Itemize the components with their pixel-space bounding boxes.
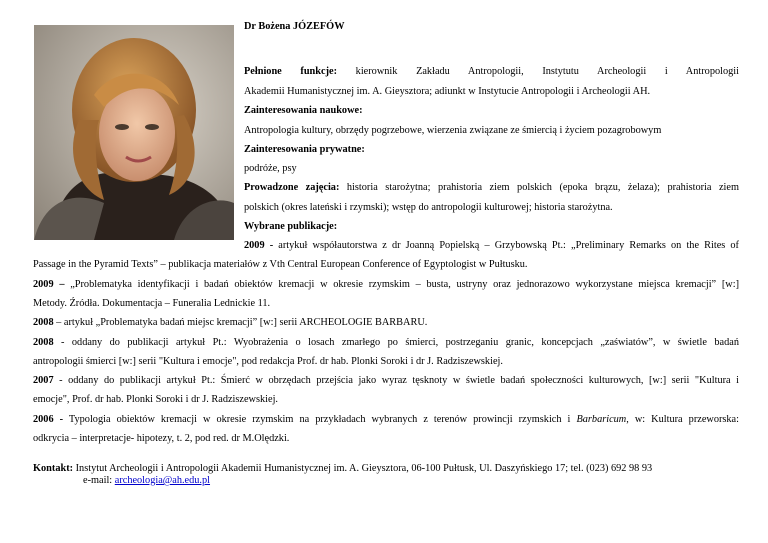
scientific-interests-label — [244, 104, 363, 118]
functions-text-1: kierownik Zakładu Antropologii, Instytutu Archeologii i Antropologii — [355, 66, 739, 77]
functions-line2: Akademii Humanistycznej im. A. Gieysztora; adiunkt w Instytucie Antropologii i Archeologii AH. — [244, 86, 651, 97]
classes-text-1: historia starożytna; prahistoria ziem polskich (epoka brązu, żelaza); prahistoria ziem — [346, 182, 739, 193]
publication-1-text-1: artykuł współautorstwa z dr Joanną Popielską – Grzybowską Pt.: „Preliminary Remarks on the Rites of — [278, 240, 739, 251]
publications-label-text: Wybrane publikacje: — [244, 221, 338, 232]
publication-3-line1 — [33, 316, 427, 330]
private-interests-label — [244, 143, 365, 157]
publication-6-italic: Barbaricum — [576, 414, 627, 425]
publication-1-line1 — [244, 239, 739, 253]
email-prefix: e-mail: — [83, 475, 113, 486]
private-interests-label-text: Zainteresowania prywatne: — [244, 144, 365, 155]
contact-text: Instytut Archeologii i Antropologii Akademii Humanistycznej im. A. Gieysztora, 06-100 Pułtusk, Ul. Daszyńskiego 17; tel. (023) 692 98 93 — [75, 463, 653, 474]
person-name — [244, 20, 345, 34]
publications-label — [244, 220, 337, 234]
publication-1-line2: Passage in the Pyramid Texts” – publikacja materiałów z Vth Central European Conference of Egyptologist w Pułtusku. — [33, 259, 528, 270]
person-name-text: Dr Bożena JÓZEFÓW — [244, 21, 345, 32]
publication-2-text-1: „Problematyka identyfikacji i badań obiektów kremacji w okresie rzymskim – busta, ustryny oraz jednorazowo wykorzystane miejsca kremacji” [w:] — [70, 279, 740, 290]
publication-4-line2: antropologii śmierci [w:] serii "Kultura i emocje", pod redakcja Prof. dr hab. Plonki Soroki i dr J. Radziszewskiej. — [33, 356, 503, 367]
portrait-photo — [34, 25, 234, 240]
publication-6-line1 — [33, 413, 739, 427]
publication-5-year: 2007 — [33, 375, 54, 386]
publication-1-year: 2009 - — [244, 240, 274, 251]
email-link[interactable]: archeologia@ah.edu.pl — [114, 475, 211, 486]
functions-line1 — [244, 65, 739, 79]
classes-line1 — [244, 181, 739, 195]
functions-label: Pełnione funkcje: — [244, 66, 338, 77]
publication-6-year: 2006 - — [33, 414, 64, 425]
publication-5-line1 — [33, 374, 739, 388]
private-interests-text: podróże, psy — [244, 163, 297, 174]
publication-3-text-1: – artykuł „Problematyka badań miejsc kremacji” [w:] serii ARCHEOLOGIE BARBARU. — [56, 317, 428, 328]
publication-6-text-1b: , w: Kultura przeworska: — [626, 414, 739, 425]
scientific-interests-label-text: Zainteresowania naukowe: — [244, 105, 363, 116]
publication-6-text-1a: Typologia obiektów kremacji w okresie rzymskim na przykładach wybranych z terenów prowincji rzymskich i — [68, 414, 571, 425]
publication-4-line1 — [33, 336, 739, 350]
classes-line2: polskich (okres lateński i rzymski); wstęp do antropologii kulturowej; historia starożytna. — [244, 202, 613, 213]
classes-label: Prowadzone zajęcia: — [244, 182, 340, 193]
scientific-interests-text: Antropologia kultury, obrzędy pogrzebowe, wierzenia związane ze śmiercią i życiem pozagrobowym — [244, 125, 662, 136]
publication-4-year: 2008 — [33, 337, 54, 348]
publication-2-year: 2009 – — [33, 279, 65, 290]
publication-4-text-1: - oddany do publikacji artykuł Pt.: Wyobrażenia o losach zmarłego po śmierci, postrzeganiu granic, koncepcjach „zaświatów”, w świetle badań — [61, 337, 739, 348]
publication-5-line2: emocje", Prof. dr hab. Plonki Soroki i dr J. Radziszewskiej. — [33, 394, 278, 405]
contact-email-line — [83, 474, 210, 488]
contact-label: Kontakt: — [33, 463, 74, 474]
publication-2-line2: Metody. Źródła. Dokumentacja – Funeralia Lednickie 11. — [33, 298, 271, 309]
publication-2-line1 — [33, 278, 739, 292]
publication-3-year: 2008 — [33, 317, 54, 328]
publication-5-text-1: - oddany do publikacji artykuł Pt.: Śmierć w obrzędach przejścia jako wyraz tęsknoty w świetle badań społeczności kulturowych, [w:] serii "Kultura i — [59, 375, 739, 386]
publication-6-line2: odkrycia – interpretacje- hipotezy, t. 2, pod red. dr M.Olędzki. — [33, 433, 290, 444]
